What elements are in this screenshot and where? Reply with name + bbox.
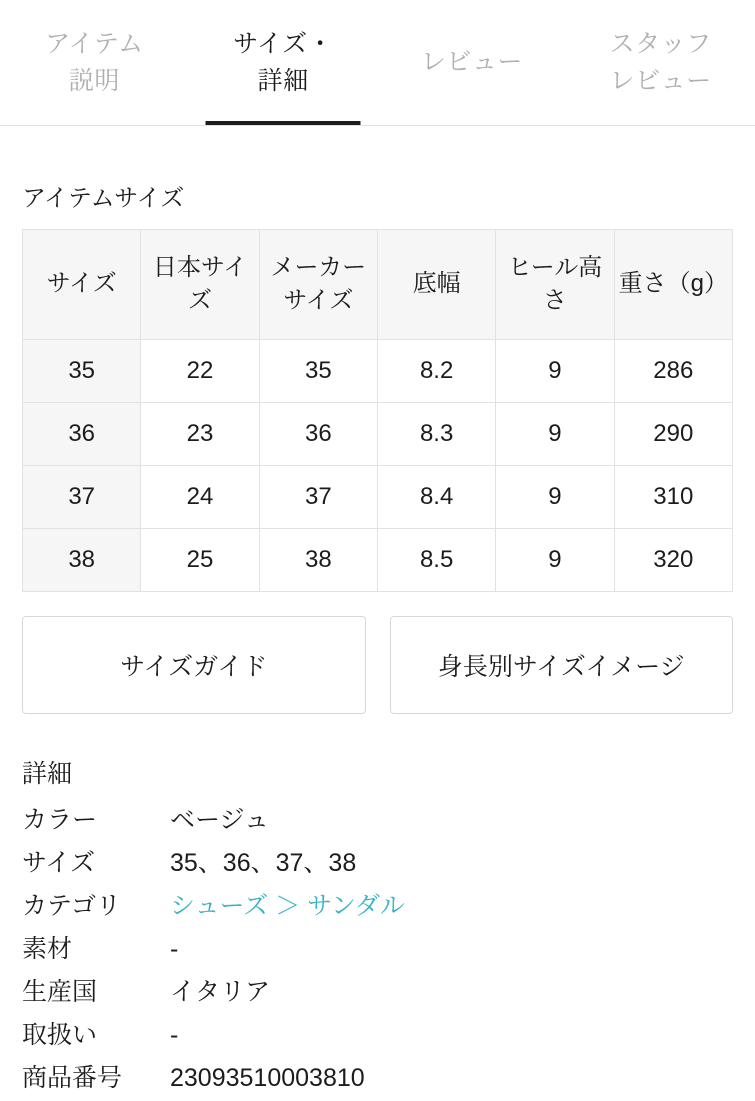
table-row xyxy=(23,466,733,529)
detail-value-care: - xyxy=(170,1021,179,1049)
detail-row-size xyxy=(22,843,733,886)
cell-sole-width: 8.2 xyxy=(377,340,495,403)
column-header-weight: 重さ（g） xyxy=(614,230,732,340)
height-size-image-button[interactable]: 身長別サイズイメージ xyxy=(390,616,734,714)
cell-size: 38 xyxy=(23,529,141,592)
cell-maker-size: 35 xyxy=(259,340,377,403)
detail-label-category: カテゴリ xyxy=(22,892,122,920)
cell-size: 36 xyxy=(23,403,141,466)
column-header-size: サイズ xyxy=(23,230,141,340)
detail-row-color xyxy=(22,800,733,843)
tab-item-description[interactable]: アイテム 説明 xyxy=(45,30,144,95)
cell-maker-size: 38 xyxy=(259,529,377,592)
item-size-table xyxy=(22,229,733,592)
cell-maker-size: 37 xyxy=(259,466,377,529)
tab-reviews[interactable]: レビュー xyxy=(420,48,523,77)
detail-label-product-number: 商品番号 xyxy=(22,1064,123,1092)
tab-size-details[interactable]: サイズ・ 詳細 xyxy=(189,0,378,125)
detail-label-material: 素材 xyxy=(22,935,73,963)
cell-sole-width: 8.4 xyxy=(377,466,495,529)
cell-jp-size: 24 xyxy=(141,466,259,529)
column-header-jp-size: 日本サイズ xyxy=(141,230,259,340)
detail-label-size: サイズ xyxy=(22,849,96,877)
cell-size: 35 xyxy=(23,340,141,403)
detail-value-product-number: 23093510003810 xyxy=(170,1064,365,1092)
cell-size: 37 xyxy=(23,466,141,529)
detail-label-country: 生産国 xyxy=(22,978,98,1006)
cell-weight: 286 xyxy=(614,340,732,403)
item-size-heading: アイテムサイズ xyxy=(22,185,185,212)
cell-jp-size: 22 xyxy=(141,340,259,403)
detail-label-color: カラー xyxy=(22,806,98,834)
column-header-heel-height: ヒール高さ xyxy=(496,230,614,340)
cell-sole-width: 8.3 xyxy=(377,403,495,466)
cell-weight: 310 xyxy=(614,466,732,529)
detail-value-material: - xyxy=(170,935,179,963)
detail-value-size: 35、36、37、38 xyxy=(170,849,357,877)
table-row xyxy=(23,529,733,592)
column-header-maker-size: メーカーサイズ xyxy=(259,230,377,340)
detail-value-category-link[interactable]: シューズ ＞ サンダル xyxy=(170,892,405,920)
product-tab-bar xyxy=(0,0,755,126)
table-row xyxy=(23,340,733,403)
detail-row-category xyxy=(22,886,733,929)
detail-label-care: 取扱い xyxy=(22,1021,98,1049)
column-header-sole-width: 底幅 xyxy=(377,230,495,340)
detail-row-country xyxy=(22,972,733,1015)
detail-row-care xyxy=(22,1015,733,1058)
cell-sole-width: 8.5 xyxy=(377,529,495,592)
cell-heel-height: 9 xyxy=(496,466,614,529)
cell-heel-height: 9 xyxy=(496,403,614,466)
size-action-buttons xyxy=(22,616,733,714)
cell-weight: 290 xyxy=(614,403,732,466)
tab-staff-reviews[interactable]: スタッフ レビュー xyxy=(609,30,712,95)
table-header-row xyxy=(23,230,733,340)
detail-row-material xyxy=(22,929,733,972)
detail-value-color: ベージュ xyxy=(170,806,270,834)
cell-weight: 320 xyxy=(614,529,732,592)
details-heading: 詳細 xyxy=(22,760,73,788)
size-guide-button[interactable]: サイズガイド xyxy=(22,616,366,714)
details-section xyxy=(22,754,733,1101)
cell-jp-size: 25 xyxy=(141,529,259,592)
detail-value-country: イタリア xyxy=(170,978,271,1006)
cell-heel-height: 9 xyxy=(496,529,614,592)
cell-heel-height: 9 xyxy=(496,340,614,403)
cell-jp-size: 23 xyxy=(141,403,259,466)
table-row xyxy=(23,403,733,466)
cell-maker-size: 36 xyxy=(259,403,377,466)
